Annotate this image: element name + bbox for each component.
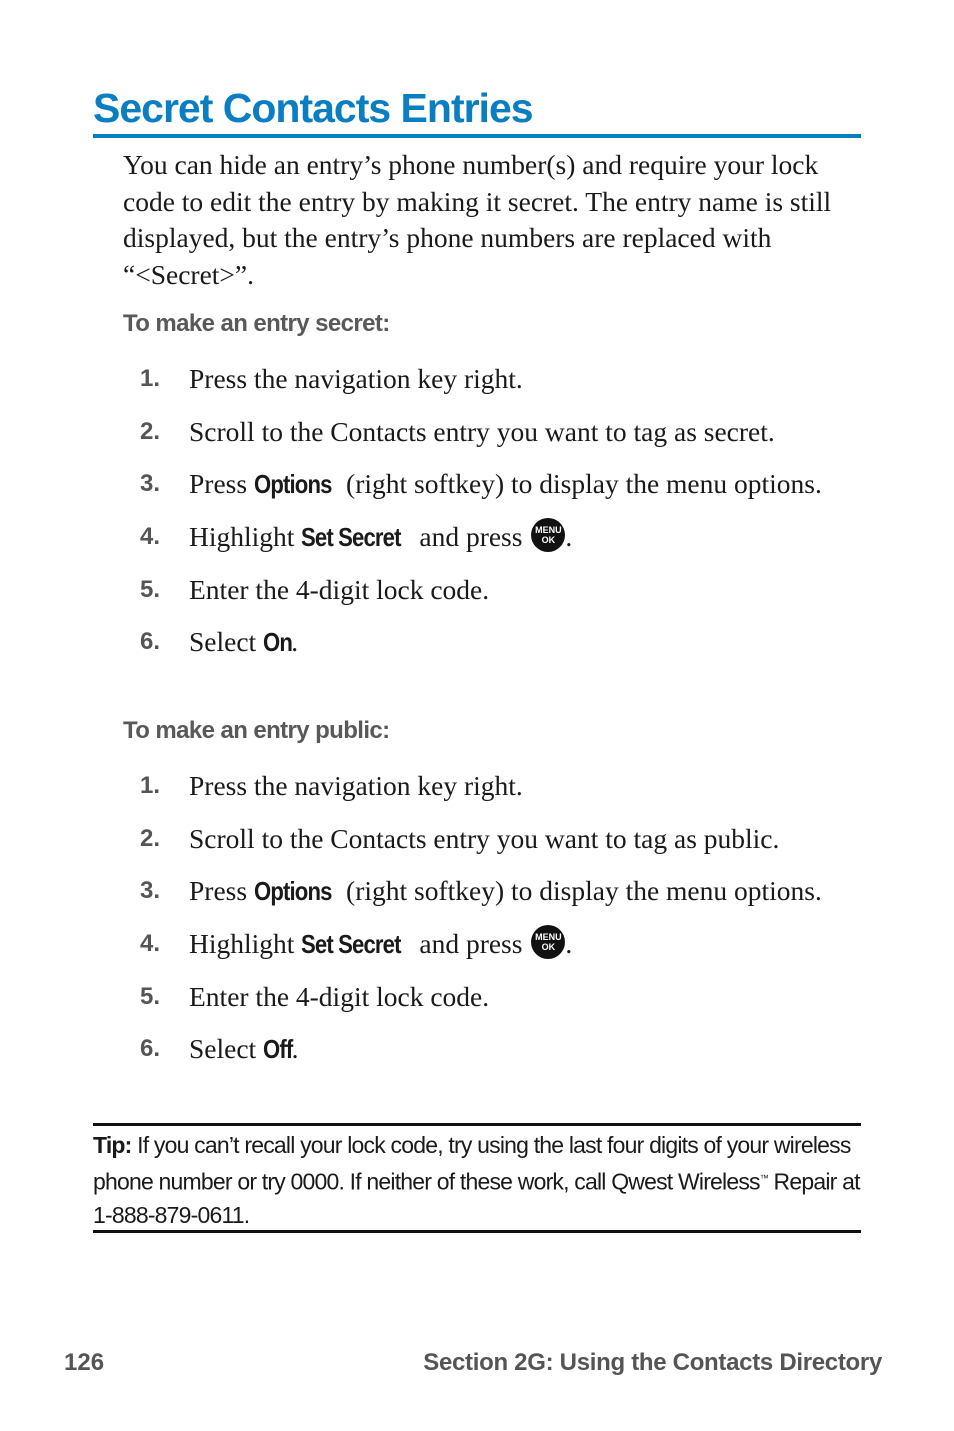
step-number: 2. [140, 824, 161, 852]
step-number: 6. [140, 1035, 161, 1063]
menu-key-line1: MENU [535, 525, 562, 536]
step-number: 4. [140, 929, 161, 957]
menu-key-line2: OK [541, 942, 556, 953]
step-text-post: . [291, 1033, 299, 1065]
step-text-end: . [565, 520, 573, 552]
intro-paragraph: You can hide an entry’s phone number(s) and require your lock code to edit the entry by making it secret. The entry name is still displayed, but the entry’s phone numbers are replaced with “<Secret>”. [123, 149, 832, 290]
public-steps-list [140, 767, 855, 1083]
list-item [140, 571, 855, 609]
tip-box [93, 1129, 861, 1232]
step-text-end: . [565, 927, 573, 959]
step-text: Press the navigation key right. [189, 770, 523, 801]
step-number: 6. [140, 628, 161, 656]
step-text-post: . [291, 626, 299, 658]
step-text-post: and press [412, 927, 530, 959]
page-title: Secret Contacts Entries [93, 85, 533, 131]
step-number: 5. [140, 982, 161, 1010]
section-footer: Section 2G: Using the Contacts Directory [423, 1349, 882, 1376]
step-number: 3. [140, 470, 161, 497]
step-number: 3. [140, 877, 161, 904]
list-item [140, 925, 855, 964]
step-text-pre: Highlight [189, 927, 302, 959]
list-item [140, 465, 855, 503]
step-text: Scroll to the Contacts entry you want to tag as secret. [189, 415, 775, 447]
step-text: Scroll to the Contacts entry you want to tag as public. [189, 822, 780, 854]
list-item [140, 767, 855, 805]
off-option-label: Off [263, 1034, 293, 1065]
tip-bottom-rule [93, 1230, 861, 1233]
set-secret-label: Set Secret [301, 521, 401, 552]
set-secret-label: Set Secret [301, 928, 401, 959]
list-item [140, 820, 855, 858]
menu-key-line1: MENU [535, 932, 562, 943]
list-item [140, 623, 855, 661]
list-item [140, 413, 855, 451]
menu-key-line2: OK [541, 535, 556, 546]
step-text-pre: Press [189, 875, 254, 906]
step-number: 5. [140, 575, 161, 603]
secret-steps-list [140, 360, 855, 676]
step-text: Enter the 4-digit lock code. [189, 980, 490, 1012]
step-text-pre: Press [189, 468, 254, 499]
list-item [140, 360, 855, 398]
on-option-label: On [263, 627, 293, 658]
public-heading: To make an entry public: [123, 717, 390, 744]
tip-top-rule [93, 1123, 861, 1126]
list-item [140, 1030, 855, 1068]
step-number: 1. [140, 365, 161, 392]
list-item [140, 518, 855, 557]
step-text-post: and press [412, 520, 530, 552]
options-softkey-label: Options [253, 469, 332, 499]
step-text-pre: Select [189, 1033, 264, 1065]
step-number: 4. [140, 522, 161, 550]
secret-heading: To make an entry secret: [123, 310, 390, 337]
options-softkey-label: Options [253, 876, 332, 906]
tip-label: Tip: [93, 1132, 132, 1158]
menu-ok-key-icon [531, 518, 565, 552]
step-text-pre: Highlight [189, 520, 302, 552]
step-text-post: (right softkey) to display the menu options. [339, 468, 822, 499]
step-number: 1. [140, 772, 161, 799]
list-item [140, 978, 855, 1016]
trademark-symbol: ™ [759, 1173, 768, 1183]
menu-ok-key-icon [531, 925, 565, 959]
step-number: 2. [140, 417, 161, 445]
step-text-pre: Select [189, 626, 264, 658]
list-item [140, 872, 855, 910]
step-text-post: (right softkey) to display the menu options. [339, 875, 822, 906]
page-number: 126 [64, 1349, 105, 1376]
tip-text-end: Repair at 1-888-879-0611. [93, 1168, 860, 1228]
title-underline [93, 134, 861, 138]
step-text: Enter the 4-digit lock code. [189, 573, 490, 605]
tip-text: If you can’t recall your lock code, try using the last four digits of your wireless phone number or try 0000. If neither of these work, call Qwest Wireless [93, 1132, 851, 1195]
step-text: Press the navigation key right. [189, 363, 523, 394]
